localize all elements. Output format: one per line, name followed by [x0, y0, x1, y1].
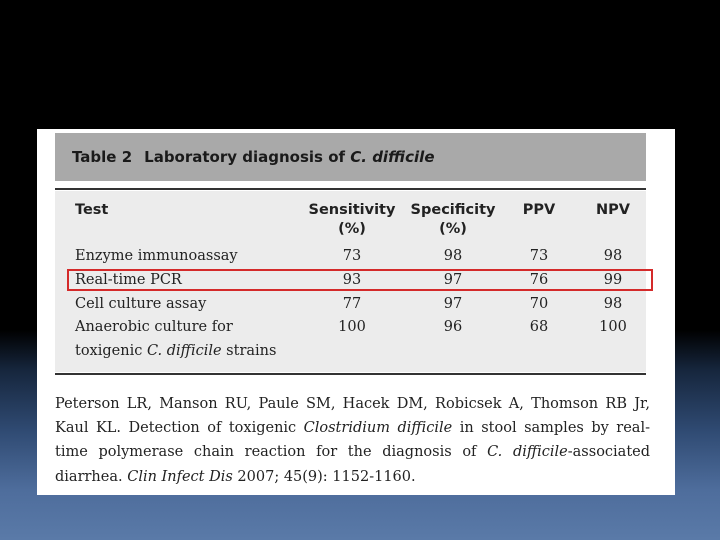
row-sensitivity: 93: [342, 272, 362, 288]
row-npv: 98: [603, 248, 623, 264]
table-row: [37, 245, 675, 268]
row-test-name: Anaerobic culture for: [75, 319, 233, 335]
row-npv: 99: [603, 272, 623, 288]
citation-journal: Clin Infect Dis: [127, 468, 233, 485]
header-specificity: [408, 201, 498, 239]
row-specificity: 97: [443, 272, 463, 288]
citation-authors-title: Peterson LR, Manson RU, Paule SM, Hacek DM, Robicsek A, Thomson RB Jr, Kaul KL. Detection of toxigenic: [55, 396, 650, 437]
header-specificity-label: Specificity: [410, 202, 496, 218]
row-test-name-suffix: strains: [221, 343, 277, 359]
row-test-name: Cell culture assay: [75, 296, 207, 312]
row-specificity: 98: [443, 248, 463, 264]
header-sensitivity-label: Sensitivity: [308, 202, 396, 218]
header-sensitivity-unit: (%): [338, 221, 366, 237]
table-title-text: Laboratory diagnosis of: [144, 148, 346, 166]
row-test-name-organism: C. difficile: [146, 343, 222, 359]
header-ppv: PPV: [522, 202, 556, 218]
row-ppv: 73: [529, 248, 549, 264]
citation-title-end: -associated diarrhea.: [55, 444, 651, 485]
row-test-name: Enzyme immunoassay: [75, 248, 238, 264]
row-test-name-continued: [75, 340, 276, 363]
header-sensitivity: [307, 201, 397, 239]
row-specificity: 97: [443, 296, 463, 312]
citation-reference: [55, 392, 650, 489]
table-top-rule: [55, 188, 646, 190]
table-bottom-rule: [55, 373, 646, 375]
table-row-continuation: [37, 340, 675, 363]
citation-volume: 2007; 45(9): 1152-1160.: [232, 468, 416, 485]
citation-organism: Clostridium difficile: [303, 420, 453, 437]
row-ppv: 70: [529, 296, 549, 312]
header-specificity-unit: (%): [439, 221, 467, 237]
table-title-organism: C. difficile: [350, 148, 435, 166]
row-sensitivity: 73: [342, 248, 362, 264]
row-npv: 100: [599, 319, 627, 335]
slide-card: [37, 129, 675, 495]
row-ppv: 68: [529, 319, 549, 335]
table-row: [37, 316, 675, 339]
row-test-name-prefix: toxigenic: [75, 343, 147, 359]
row-sensitivity: 77: [342, 296, 362, 312]
citation-organism-short: C. difficile: [487, 444, 568, 461]
table-title-bar: [55, 133, 646, 181]
row-sensitivity: 100: [338, 319, 366, 335]
table-row: [37, 293, 675, 316]
header-npv: NPV: [596, 202, 630, 218]
pcr-highlight-box: [67, 269, 653, 291]
row-specificity: 96: [443, 319, 463, 335]
header-test: Test: [75, 202, 109, 218]
row-npv: 98: [603, 296, 623, 312]
citation-title-cont: in stool samples by real-time polymerase chain reaction for the diagnosis of: [55, 420, 650, 461]
row-ppv: 76: [529, 272, 549, 288]
row-test-name: Real-time PCR: [75, 272, 182, 288]
table-number: Table 2: [72, 148, 133, 166]
